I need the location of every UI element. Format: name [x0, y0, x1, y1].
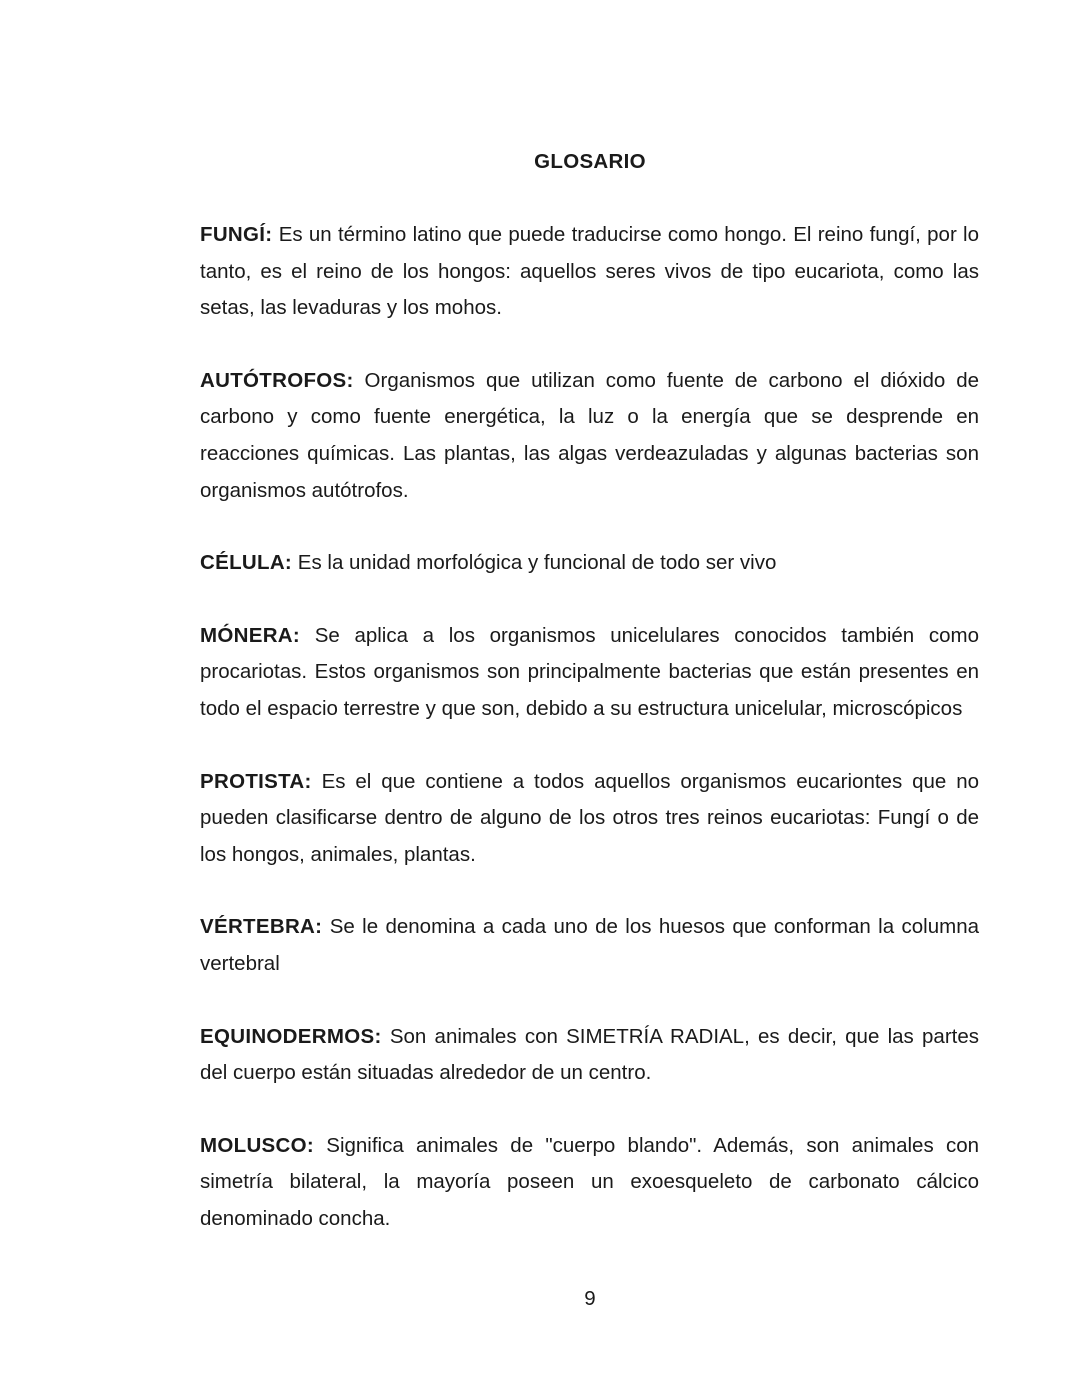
glossary-definition: Se aplica a los organismos unicelulares conocidos también como procariotas. Estos organismos son principalmente bacterias que están presentes en todo el espacio terrestre y que son, debido a su estructura unicelular, microscópicos — [200, 623, 979, 720]
glossary-term: AUTÓTROFOS: — [200, 368, 354, 392]
glossary-definition: Es la unidad morfológica y funcional de todo ser vivo — [297, 551, 777, 575]
glossary-list — [200, 217, 979, 1273]
glossary-entry-vertebra — [200, 909, 979, 982]
glossary-entry-equinodermos — [200, 1019, 979, 1092]
glossary-entry-autotrofos — [200, 363, 979, 509]
glossary-entry-molusco — [200, 1128, 979, 1238]
glossary-entry-protista — [200, 764, 979, 874]
glossary-definition: Es el que contiene a todos aquellos organismos eucariontes que no pueden clasificarse dentro de alguno de los otros tres reinos eucariotas: Fungí o de los hongos, animales, plantas. — [200, 769, 979, 866]
glossary-entry-monera — [200, 618, 979, 728]
glossary-term: MOLUSCO: — [200, 1133, 314, 1157]
glossary-entry-celula — [200, 545, 979, 582]
glossary-definition: Es un término latino que puede traducirse como hongo. El reino fungí, por lo tanto, es el reino de los hongos: aquellos seres vivos de tipo eucariota, como las setas, las levaduras y los mohos. — [200, 223, 979, 320]
page-number: 9 — [584, 1287, 596, 1310]
glossary-term: EQUINODERMOS: — [200, 1024, 382, 1048]
glossary-term: CÉLULA: — [200, 551, 293, 575]
glossary-entry-fungi — [200, 217, 979, 327]
glossary-term: VÉRTEBRA: — [200, 915, 323, 939]
page-title: GLOSARIO — [534, 150, 646, 173]
glossary-term: FUNGÍ: — [200, 223, 273, 246]
glossary-definition: Se le denomina a cada uno de los huesos que conforman la columna vertebral — [200, 915, 979, 975]
glossary-term: MÓNERA: — [200, 623, 301, 647]
glossary-definition: Significa animales de "cuerpo blando". Además, son animales con simetría bilateral, la mayoría poseen un exoesqueleto de carbonato cálcico denominado concha. — [200, 1133, 980, 1230]
glossary-definition: Son animales con SIMETRÍA RADIAL, es decir, que las partes del cuerpo están situadas alrededor de un centro. — [200, 1024, 980, 1085]
glossary-definition: Organismos que utilizan como fuente de carbono el dióxido de carbono y como fuente energética, la luz o la energía que se desprende en reacciones químicas. Las plantas, las algas verdeazuladas y algunas bacterias son organismos autótrofos. — [200, 368, 980, 502]
glossary-term: PROTISTA: — [200, 769, 312, 793]
